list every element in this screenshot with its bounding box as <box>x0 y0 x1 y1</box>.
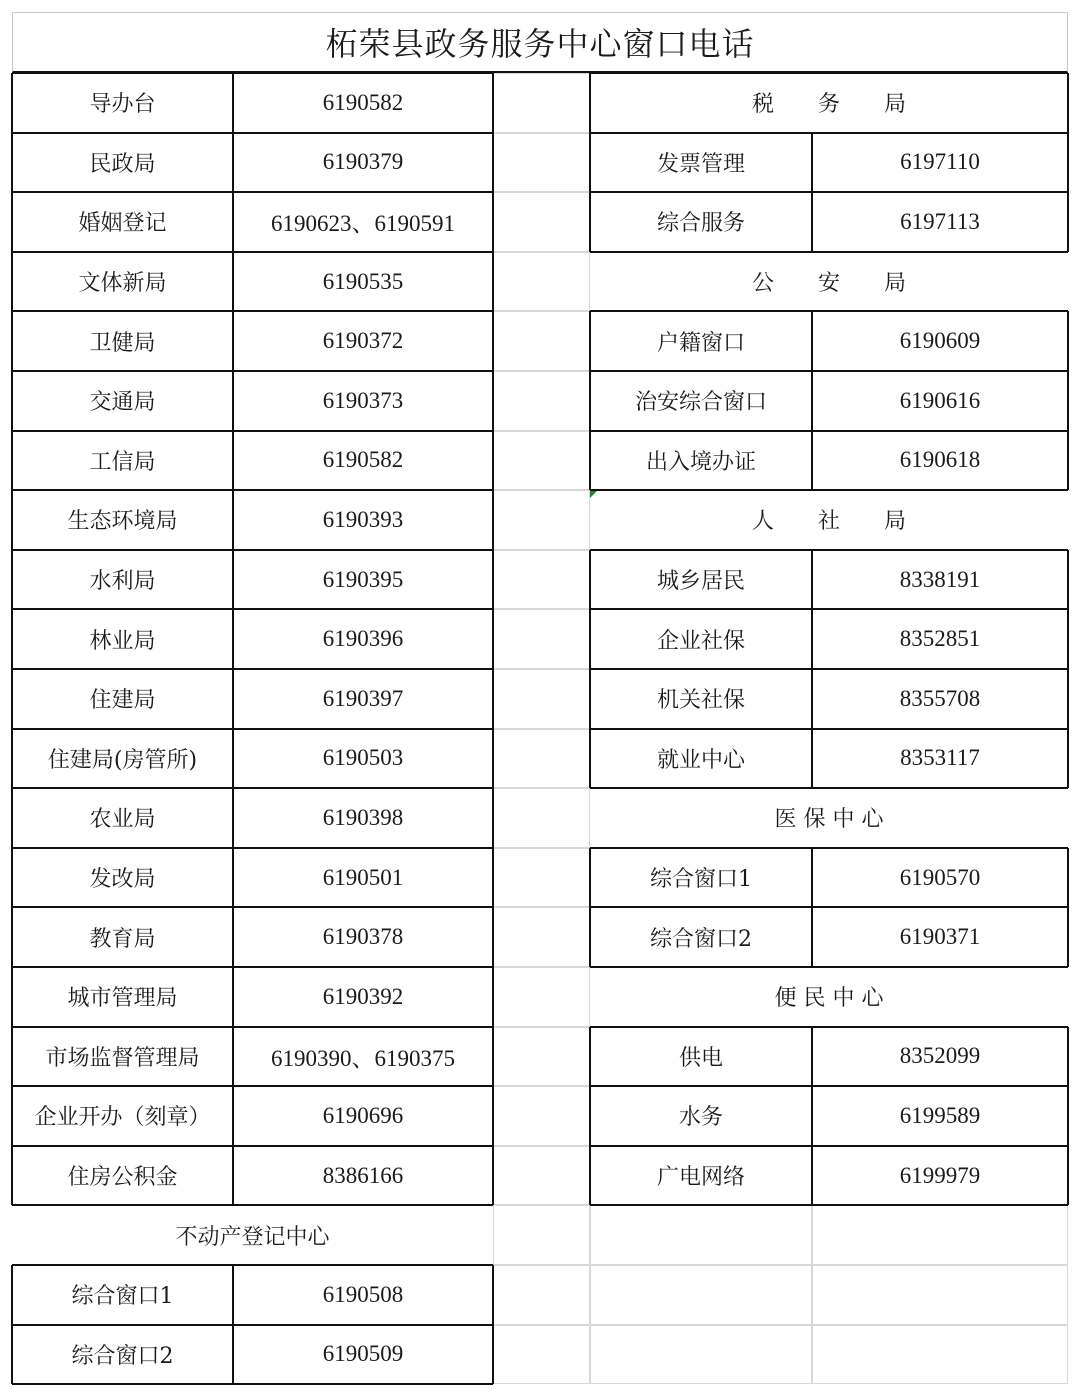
empty-gap-cell <box>493 907 590 967</box>
left-office-phone: 6190396 <box>322 626 404 652</box>
empty-gap-cell <box>493 431 590 491</box>
right-item-name: 城乡居民 <box>656 569 745 595</box>
empty-gap-cell <box>493 967 590 1027</box>
right-outer-rule <box>589 73 591 133</box>
left-row-rule <box>12 1026 493 1028</box>
left-office-phone: 6190582 <box>322 89 404 115</box>
empty-gap-cell <box>493 192 590 252</box>
left-outer-rule <box>492 73 494 1205</box>
right-section-header: 公 安 局 <box>751 271 906 297</box>
empty-gap-cell <box>493 1205 590 1265</box>
right-outer-rule <box>589 550 591 788</box>
left-office-phone: 6190379 <box>322 149 404 175</box>
right-item-name: 企业社保 <box>656 628 745 654</box>
left-office-name: 水利局 <box>89 569 156 595</box>
right-row-rule <box>590 668 1068 670</box>
empty-right-cell <box>812 1325 1068 1385</box>
right-row-rule <box>590 549 1068 551</box>
left-office-name: 住建局 <box>89 688 156 714</box>
right-item-name: 水务 <box>678 1105 723 1131</box>
right-column-rule <box>811 311 813 490</box>
left-sub-rule <box>11 1265 13 1384</box>
empty-gap-cell <box>493 371 590 431</box>
left-sub-rule <box>12 1383 493 1385</box>
left-office-name: 婚姻登记 <box>78 211 167 237</box>
empty-gap-cell <box>493 311 590 371</box>
left-row-rule <box>12 489 493 491</box>
left-sub-name: 综合窗口1 <box>71 1284 174 1310</box>
right-item-name: 供电 <box>678 1045 723 1071</box>
right-section-header: 人 社 局 <box>751 509 906 535</box>
right-item-phone: 6190618 <box>899 447 981 473</box>
left-office-phone: 6190372 <box>322 328 404 354</box>
right-column-rule <box>811 848 813 967</box>
empty-gap-cell <box>493 490 590 550</box>
right-item-phone: 8355708 <box>899 685 981 711</box>
left-office-phone: 6190373 <box>322 387 404 413</box>
left-row-rule <box>12 787 493 789</box>
left-row-rule <box>12 430 493 432</box>
left-office-phone: 6190623、6190591 <box>271 211 455 237</box>
right-item-name: 户籍窗口 <box>656 330 745 356</box>
left-row-rule <box>12 370 493 372</box>
right-outer-rule <box>1067 133 1069 252</box>
right-row-rule <box>590 370 1068 372</box>
left-row-rule <box>12 1145 493 1147</box>
empty-gap-cell <box>493 609 590 669</box>
right-outer-rule <box>1067 550 1069 788</box>
right-item-name: 广电网络 <box>656 1165 745 1191</box>
right-row-rule <box>590 191 1068 193</box>
left-sub-rule <box>12 1324 493 1326</box>
cell-comment-marker-icon <box>590 491 597 498</box>
empty-gap-cell <box>493 1265 590 1325</box>
right-item-phone: 6190609 <box>899 328 981 354</box>
left-column-rule <box>232 73 234 1205</box>
page-title: 柘荣县政务服务中心窗口电话 <box>12 12 1068 73</box>
right-item-name: 出入境办证 <box>645 449 756 475</box>
empty-gap-cell <box>493 788 590 848</box>
empty-gap-cell <box>493 669 590 729</box>
left-row-rule <box>12 1085 493 1087</box>
right-row-rule <box>590 1085 1068 1087</box>
right-row-rule <box>590 430 1068 432</box>
right-section-header: 医 保 中 心 <box>774 807 884 833</box>
left-office-phone: 6190395 <box>322 566 404 592</box>
empty-gap-cell <box>493 73 590 133</box>
right-item-phone: 6197110 <box>900 149 980 175</box>
left-sub-phone: 6190509 <box>322 1341 404 1367</box>
left-outer-rule <box>11 73 13 1205</box>
left-office-name: 住建局(房管所) <box>47 747 198 773</box>
left-office-name: 市场监督管理局 <box>45 1045 200 1071</box>
left-office-phone: 6190378 <box>322 924 404 950</box>
right-row-rule <box>590 906 1068 908</box>
left-office-phone: 6190398 <box>322 804 404 830</box>
left-office-phone: 6190535 <box>322 268 404 294</box>
left-row-rule <box>12 549 493 551</box>
left-office-name: 生态环境局 <box>67 509 178 535</box>
empty-right-cell <box>590 1325 812 1385</box>
right-outer-rule <box>1067 1027 1069 1206</box>
right-item-phone: 8338191 <box>899 566 981 592</box>
left-sub-rule <box>492 1265 494 1384</box>
right-outer-rule <box>589 1027 591 1206</box>
left-office-name: 工信局 <box>89 449 156 475</box>
right-section-header: 税 务 局 <box>751 92 906 118</box>
left-sub-phone: 6190508 <box>322 1281 404 1307</box>
empty-gap-cell <box>493 729 590 789</box>
right-outer-rule <box>1067 848 1069 967</box>
left-row-rule <box>12 72 493 74</box>
left-office-name: 发改局 <box>89 867 156 893</box>
left-row-rule <box>12 906 493 908</box>
right-row-rule <box>590 1204 1068 1206</box>
empty-gap-cell <box>493 550 590 610</box>
right-item-phone: 6199979 <box>899 1162 981 1188</box>
left-sub-rule <box>12 1264 493 1266</box>
empty-gap-cell <box>493 848 590 908</box>
left-office-phone: 6190501 <box>322 864 404 890</box>
left-row-rule <box>12 728 493 730</box>
left-office-name: 导办台 <box>89 92 156 118</box>
left-row-rule <box>12 132 493 134</box>
empty-gap-cell <box>493 1027 590 1087</box>
right-outer-rule <box>589 311 591 490</box>
left-office-name: 企业开办（刻章） <box>34 1105 211 1131</box>
empty-right-cell <box>812 1265 1068 1325</box>
right-column-rule <box>811 550 813 788</box>
left-office-name: 农业局 <box>89 807 156 833</box>
right-item-phone: 6190570 <box>899 864 981 890</box>
left-row-rule <box>12 608 493 610</box>
left-office-name: 林业局 <box>89 628 156 654</box>
right-item-name: 综合服务 <box>656 211 745 237</box>
left-office-name: 住房公积金 <box>67 1165 178 1191</box>
empty-right-cell <box>812 1205 1068 1265</box>
left-office-phone: 6190397 <box>322 685 404 711</box>
left-row-rule <box>12 310 493 312</box>
left-row-rule <box>12 847 493 849</box>
empty-gap-cell <box>493 133 590 193</box>
right-outer-rule <box>1067 311 1069 490</box>
left-office-name: 文体新局 <box>78 271 167 297</box>
right-outer-rule <box>589 848 591 967</box>
right-column-rule <box>811 1027 813 1206</box>
right-item-name: 就业中心 <box>656 747 745 773</box>
left-row-rule <box>12 191 493 193</box>
left-office-name: 交通局 <box>89 390 156 416</box>
left-office-phone: 6190582 <box>322 447 404 473</box>
left-row-rule <box>12 251 493 253</box>
left-row-rule <box>12 966 493 968</box>
right-row-rule <box>590 1026 1068 1028</box>
right-item-phone: 8352851 <box>899 626 981 652</box>
left-office-name: 城市管理局 <box>67 986 178 1012</box>
left-row-rule <box>12 668 493 670</box>
right-section-header: 便 民 中 心 <box>774 986 884 1012</box>
left-sub-header: 不动产登记中心 <box>175 1224 330 1250</box>
right-item-phone: 6197113 <box>900 208 980 234</box>
empty-right-cell <box>590 1265 812 1325</box>
right-outer-rule <box>589 133 591 252</box>
left-office-phone: 6190696 <box>322 1102 404 1128</box>
right-row-rule <box>590 1145 1068 1147</box>
right-item-phone: 6199589 <box>899 1102 981 1128</box>
right-row-rule <box>590 728 1068 730</box>
right-outer-rule <box>1067 73 1069 133</box>
right-column-rule <box>811 133 813 252</box>
right-item-phone: 8352099 <box>899 1043 981 1069</box>
left-office-name: 民政局 <box>89 151 156 177</box>
left-office-name: 教育局 <box>89 926 156 952</box>
left-office-phone: 8386166 <box>322 1162 404 1188</box>
right-row-rule <box>590 72 1068 74</box>
right-row-rule <box>590 847 1068 849</box>
right-item-name: 治安综合窗口 <box>634 390 767 416</box>
right-item-name: 综合窗口2 <box>650 926 752 952</box>
right-item-phone: 6190616 <box>899 387 981 413</box>
right-item-phone: 8353117 <box>900 745 980 771</box>
empty-gap-cell <box>493 1086 590 1146</box>
left-sub-rule <box>232 1265 234 1384</box>
right-item-name: 发票管理 <box>656 151 745 177</box>
empty-gap-cell <box>493 252 590 312</box>
right-row-rule <box>590 132 1068 134</box>
left-office-phone: 6190392 <box>322 983 404 1009</box>
left-office-phone: 6190390、6190375 <box>271 1045 455 1071</box>
left-sub-name: 综合窗口2 <box>71 1343 174 1369</box>
empty-gap-cell <box>493 1325 590 1385</box>
left-office-phone: 6190503 <box>322 745 404 771</box>
empty-gap-cell <box>493 1146 590 1206</box>
right-item-name: 综合窗口1 <box>650 867 752 893</box>
right-item-phone: 6190371 <box>899 924 981 950</box>
right-row-rule <box>590 310 1068 312</box>
empty-right-cell <box>590 1205 812 1265</box>
left-office-name: 卫健局 <box>89 330 156 356</box>
right-row-rule <box>590 608 1068 610</box>
right-item-name: 机关社保 <box>656 688 745 714</box>
left-office-phone: 6190393 <box>322 506 404 532</box>
